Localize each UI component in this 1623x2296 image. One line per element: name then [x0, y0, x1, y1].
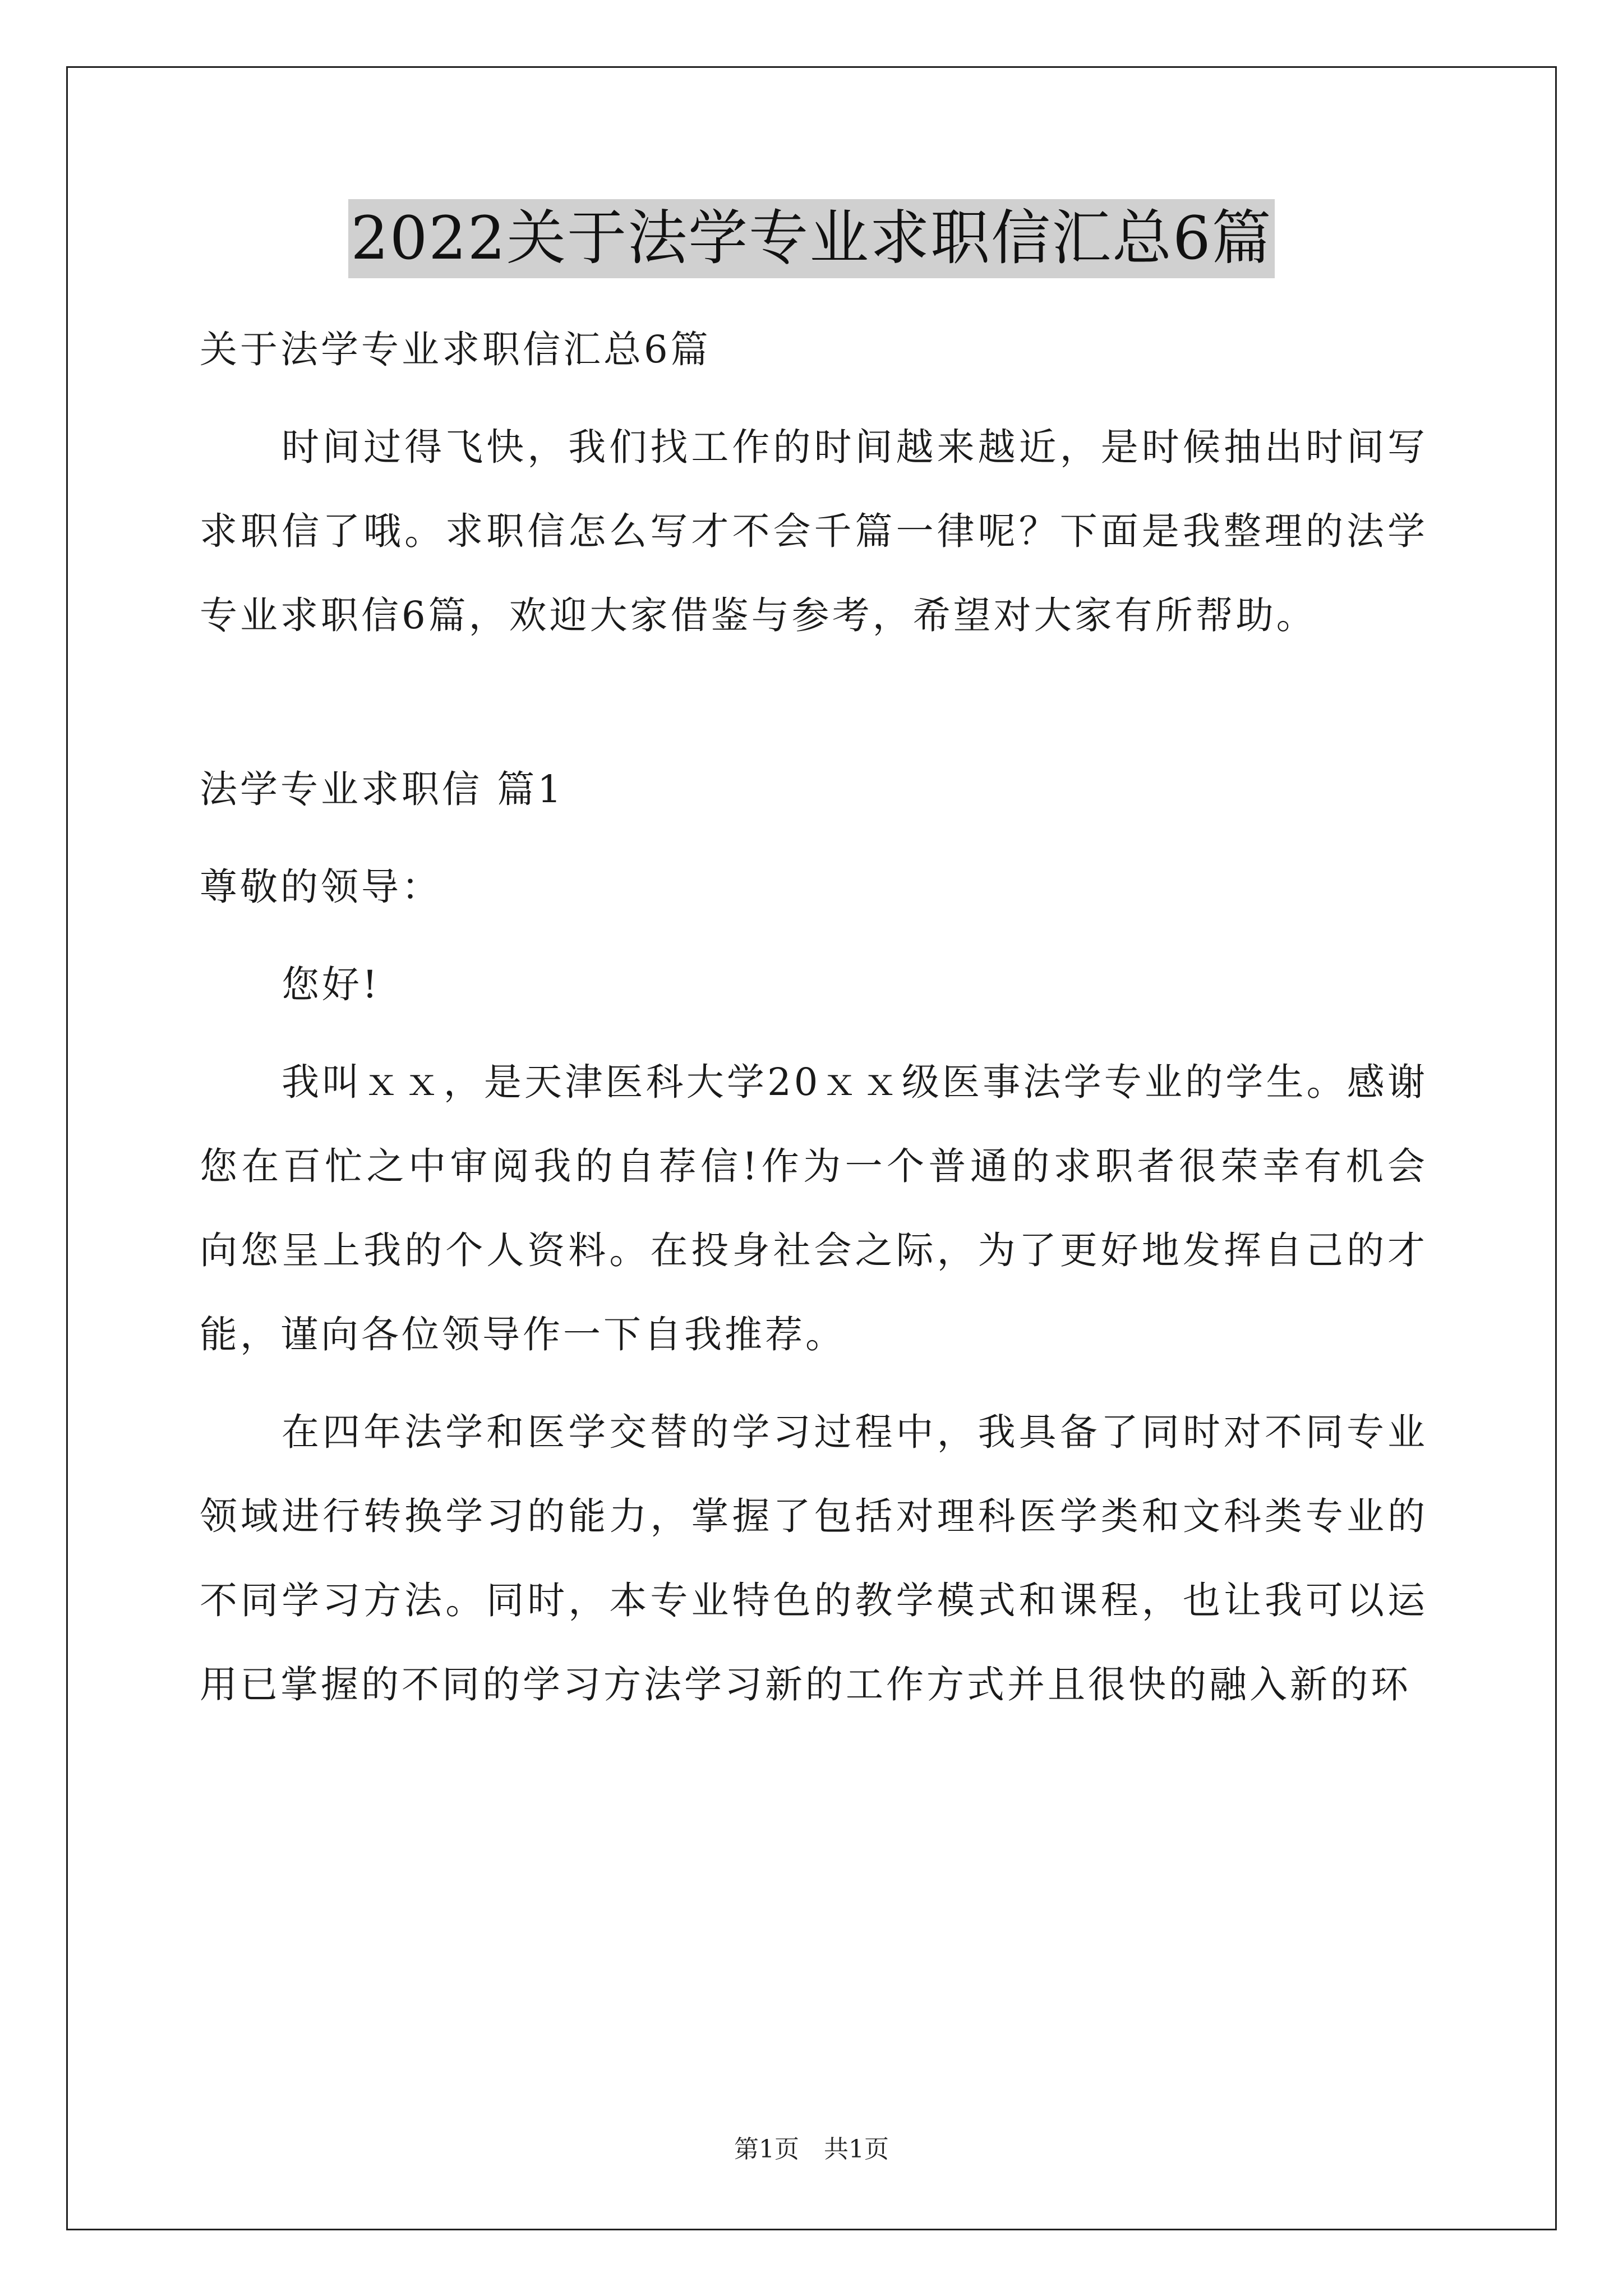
greeting: 您好!: [282, 963, 380, 1006]
title-container: [0, 199, 1623, 278]
section-heading: 法学专业求职信 篇1: [200, 767, 564, 811]
body-paragraph-1: 我叫ｘｘ，是天津医科大学20ｘｘ级医事法学专业的学生。感谢您在百忙之中审阅我的自荐信!作为一个普通的求职者很荣幸有机会向您呈上我的个人资料。在投身社会之际，为了更好地发挥自己的才能，谨向各位领导作一下自我推荐。: [200, 1060, 1428, 1356]
document-subtitle: 关于法学专业求职信汇总6篇: [200, 328, 711, 371]
document-title: 2022关于法学专业求职信汇总6篇: [348, 199, 1274, 278]
intro-paragraph: 时间过得飞快，我们找工作的时间越来越近，是时候抽出时间写求职信了哦。求职信怎么写才不会千篇一律呢？下面是我整理的法学专业求职信6篇，欢迎大家借鉴与参考，希望对大家有所帮助。: [200, 425, 1428, 637]
document-body: [200, 307, 1428, 1727]
salutation: 尊敬的领导：: [200, 865, 442, 909]
page-footer: 第1页 共1页: [734, 2135, 889, 2164]
body-paragraph-2: 在四年法学和医学交替的学习过程中，我具备了同时对不同专业领域进行转换学习的能力，掌握了包括对理科医学类和文科类专业的不同学习方法。同时，本专业特色的教学模式和课程，也让我可以运用已掌握的不同的学习方法学习新的工作方式并且很快的融入新的环: [200, 1410, 1428, 1706]
